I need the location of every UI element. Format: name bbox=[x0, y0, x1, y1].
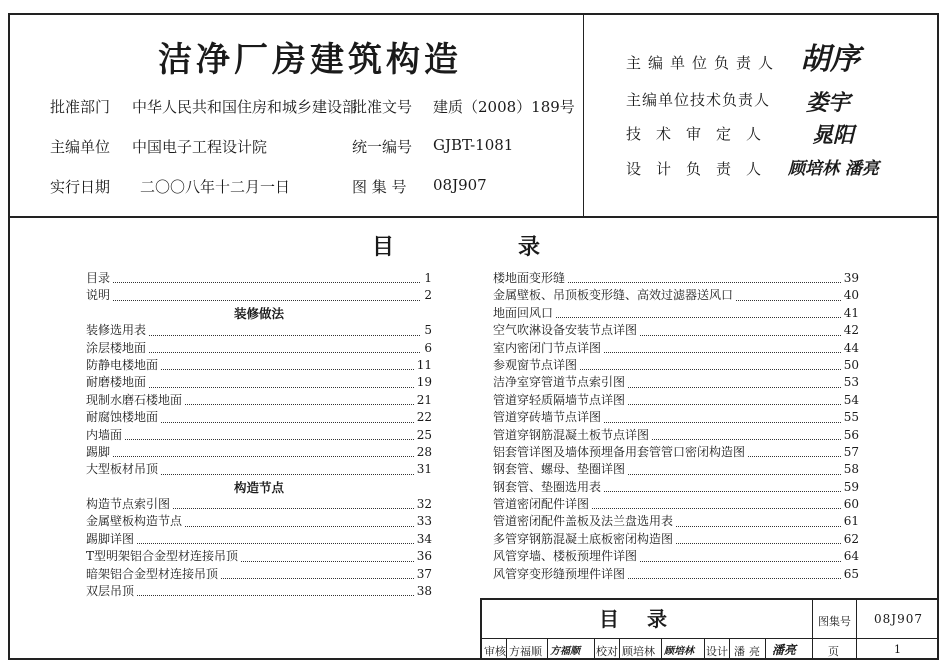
toc-entry[interactable] bbox=[86, 496, 432, 513]
unified-no-value: GJBT-1081 bbox=[433, 136, 514, 154]
toc-entry-page: 33 bbox=[414, 513, 432, 530]
title-block-divider-1 bbox=[812, 600, 813, 660]
toc-entry[interactable] bbox=[86, 427, 432, 444]
toc-entry-page: 5 bbox=[421, 322, 432, 339]
toc-entry-label: 双层吊顶 bbox=[86, 583, 136, 600]
toc-entry-label: 内墙面 bbox=[86, 427, 124, 444]
toc-entry-page: 56 bbox=[841, 427, 859, 444]
tech-reviewer-label: 技术审定人 bbox=[626, 125, 777, 143]
cell-divider bbox=[661, 638, 662, 660]
toc-entry-page: 53 bbox=[841, 374, 859, 391]
toc-entry-page: 38 bbox=[414, 583, 432, 600]
chief-unit-head-signature: 胡序 bbox=[800, 42, 860, 77]
toc-entry-label: 耐磨楼地面 bbox=[86, 374, 148, 391]
check-label: 校对 bbox=[596, 645, 618, 658]
toc-entry[interactable] bbox=[86, 461, 432, 478]
toc-entry-label: 参观窗节点详图 bbox=[493, 357, 579, 374]
toc-entry[interactable] bbox=[493, 531, 859, 548]
toc-entry[interactable] bbox=[493, 357, 859, 374]
toc-entry-label: 空气吹淋设备安装节点详图 bbox=[493, 322, 639, 339]
toc-entry-label: 大型板材吊顶 bbox=[86, 461, 160, 478]
editor-unit-label: 主编单位 bbox=[50, 138, 111, 156]
toc-leader-dots bbox=[86, 456, 432, 457]
toc-entry-label: 风管穿墙、楼板预埋件详图 bbox=[493, 548, 639, 565]
toc-entry-page: 40 bbox=[841, 287, 859, 304]
toc-entry-page: 39 bbox=[841, 270, 859, 287]
atlas-no-label: 图 集 号 bbox=[352, 178, 407, 196]
chief-unit-head-label: 主编单位负责人 bbox=[626, 54, 781, 72]
toc-entry[interactable] bbox=[86, 322, 432, 339]
unified-no-label: 统一编号 bbox=[352, 138, 413, 156]
toc-entry-page: 57 bbox=[841, 444, 859, 461]
toc-entry[interactable] bbox=[493, 548, 859, 565]
toc-entry[interactable] bbox=[86, 270, 432, 287]
toc-entry[interactable] bbox=[493, 270, 859, 287]
header-column-divider bbox=[583, 14, 584, 216]
atlas-no-value: 08J907 bbox=[433, 176, 487, 194]
approval-no-label: 批准文号 bbox=[352, 98, 413, 116]
toc-entry-page: 19 bbox=[414, 374, 432, 391]
toc-entry-label: 踢脚详图 bbox=[86, 531, 136, 548]
toc-entry-page: 37 bbox=[414, 566, 432, 583]
toc-entry[interactable] bbox=[86, 566, 432, 583]
toc-entry[interactable] bbox=[493, 461, 859, 478]
checker-name: 顾培林 bbox=[622, 645, 655, 658]
title-block-row-divider bbox=[482, 638, 939, 639]
toc-entry[interactable] bbox=[493, 427, 859, 444]
toc-entry-label: 多管穿钢筋混凝土底板密闭构造图 bbox=[493, 531, 675, 548]
approval-dept-label: 批准部门 bbox=[50, 98, 111, 116]
toc-entry-label: T型明架铝合金型材连接吊顶 bbox=[86, 548, 240, 565]
toc-entry-label: 说明 bbox=[86, 287, 112, 304]
approval-dept-value: 中华人民共和国住房和城乡建设部 bbox=[132, 98, 358, 116]
toc-entry[interactable] bbox=[86, 287, 432, 304]
toc-entry[interactable] bbox=[86, 357, 432, 374]
toc-entry[interactable] bbox=[86, 409, 432, 426]
toc-entry[interactable] bbox=[86, 548, 432, 565]
toc-entry-page: 58 bbox=[841, 461, 859, 478]
toc-entry-label: 现制水磨石楼地面 bbox=[86, 392, 184, 409]
toc-entry-page: 11 bbox=[414, 357, 432, 374]
toc-entry-label: 构造节点索引图 bbox=[86, 496, 172, 513]
toc-entry[interactable] bbox=[86, 583, 432, 600]
toc-entry-label: 涂层楼地面 bbox=[86, 340, 148, 357]
cell-divider bbox=[594, 638, 595, 660]
toc-entry-label: 暗架铝合金型材连接吊顶 bbox=[86, 566, 220, 583]
toc-entry[interactable] bbox=[86, 340, 432, 357]
toc-leader-dots bbox=[86, 439, 432, 440]
toc-entry[interactable] bbox=[86, 513, 432, 530]
toc-leader-dots bbox=[86, 543, 432, 544]
cell-divider bbox=[619, 638, 620, 660]
toc-entry[interactable] bbox=[86, 392, 432, 409]
toc-entry-label: 风管穿变形缝预埋件详图 bbox=[493, 566, 627, 583]
checker-signature: 顾培林 bbox=[664, 646, 694, 657]
toc-entry[interactable] bbox=[493, 340, 859, 357]
toc-entry-page: 64 bbox=[841, 548, 859, 565]
toc-entry[interactable] bbox=[493, 513, 859, 530]
reviewer-signature: 方福顺 bbox=[550, 646, 580, 657]
toc-title-left: 目 bbox=[372, 235, 395, 260]
toc-entry-page: 31 bbox=[414, 461, 432, 478]
toc-entry-label: 金属壁板、吊顶板变形缝、高效过滤器送风口 bbox=[493, 287, 735, 304]
toc-entry-label: 踢脚 bbox=[86, 444, 112, 461]
toc-entry-label: 铝套管详图及墙体预埋备用套管管口密闭构造图 bbox=[493, 444, 747, 461]
toc-entry-label: 防静电楼地面 bbox=[86, 357, 160, 374]
toc-entry-page: 1 bbox=[421, 270, 432, 287]
toc-entry[interactable] bbox=[493, 287, 859, 304]
toc-section-heading: 装修做法 bbox=[233, 305, 284, 321]
toc-entry-page: 2 bbox=[421, 287, 432, 304]
atlas-title: 洁净厂房建筑构造 bbox=[158, 40, 462, 80]
toc-title-right: 录 bbox=[518, 235, 541, 260]
chief-tech-head-label: 主编单位技术负责人 bbox=[626, 91, 771, 109]
toc-entry[interactable] bbox=[493, 479, 859, 496]
toc-entry[interactable] bbox=[86, 531, 432, 548]
toc-section-heading: 构造节点 bbox=[233, 479, 284, 495]
reviewer-name: 方福顺 bbox=[509, 645, 542, 658]
toc-entry-label: 目录 bbox=[86, 270, 112, 287]
title-block bbox=[480, 598, 939, 660]
chief-tech-head-signature: 娄宇 bbox=[806, 90, 851, 116]
toc-entry[interactable] bbox=[86, 444, 432, 461]
cell-divider bbox=[506, 638, 507, 660]
toc-entry-page: 44 bbox=[841, 340, 859, 357]
header-divider bbox=[8, 216, 939, 218]
design-lead-signature: 顾培林 潘亮 bbox=[788, 159, 879, 179]
toc-entry-label: 金属壁板构造节点 bbox=[86, 513, 184, 530]
toc-left-column bbox=[86, 270, 432, 600]
toc-entry[interactable] bbox=[493, 566, 859, 583]
tech-reviewer-signature: 晁阳 bbox=[812, 122, 854, 147]
toc-leader-dots bbox=[86, 595, 432, 596]
toc-entry-page: 55 bbox=[841, 409, 859, 426]
designer-signature: 潘亮 bbox=[772, 643, 797, 657]
toc-entry-page: 6 bbox=[421, 340, 432, 357]
toc-leader-dots bbox=[86, 300, 432, 301]
toc-entry-page: 54 bbox=[841, 392, 859, 409]
toc-entry-page: 22 bbox=[414, 409, 432, 426]
toc-entry-label: 钢套管、螺母、垫圈详图 bbox=[493, 461, 627, 478]
toc-entry-page: 65 bbox=[841, 566, 859, 583]
toc-entry-page: 42 bbox=[841, 322, 859, 339]
cell-divider bbox=[704, 638, 705, 660]
toc-right-column bbox=[493, 270, 859, 583]
toc-entry-label: 楼地面变形缝 bbox=[493, 270, 567, 287]
designer-name: 潘亮 bbox=[734, 645, 764, 658]
toc-entry[interactable] bbox=[493, 322, 859, 339]
toc-entry[interactable] bbox=[493, 444, 859, 461]
toc-entry[interactable] bbox=[493, 392, 859, 409]
effective-date-value: 二〇〇八年十二月一日 bbox=[140, 178, 291, 196]
design-label: 设计 bbox=[706, 645, 728, 658]
editor-unit-value: 中国电子工程设计院 bbox=[132, 138, 268, 156]
toc-entry-page: 21 bbox=[414, 392, 432, 409]
toc-entry-label: 钢套管、垫圈选用表 bbox=[493, 479, 603, 496]
toc-entry-label: 管道穿轻质隔墙节点详图 bbox=[493, 392, 627, 409]
cell-divider bbox=[729, 638, 730, 660]
title-block-title: 目录 bbox=[599, 607, 695, 631]
design-lead-label: 设计负责人 bbox=[626, 160, 777, 178]
toc-entry-label: 管道穿砖墙节点详图 bbox=[493, 409, 603, 426]
toc-leader-dots bbox=[86, 282, 432, 283]
toc-entry-page: 59 bbox=[841, 479, 859, 496]
toc-entry-label: 洁净室穿管道节点索引图 bbox=[493, 374, 627, 391]
atlas-no-cell-label: 图集号 bbox=[818, 615, 851, 628]
toc-entry-page: 34 bbox=[414, 531, 432, 548]
page-number: 1 bbox=[894, 643, 901, 656]
approval-no-value: 建质（2008）189号 bbox=[433, 98, 575, 116]
review-label: 审核 bbox=[484, 645, 506, 658]
atlas-no-cell-value: 08J907 bbox=[874, 612, 923, 626]
toc-entry-label: 管道密闭配件盖板及法兰盘选用表 bbox=[493, 513, 675, 530]
toc-entry-label: 地面回风口 bbox=[493, 305, 555, 322]
effective-date-label: 实行日期 bbox=[50, 178, 111, 196]
toc-entry-page: 36 bbox=[414, 548, 432, 565]
toc-entry[interactable] bbox=[493, 305, 859, 322]
cell-divider bbox=[765, 638, 766, 660]
toc-entry-page: 62 bbox=[841, 531, 859, 548]
toc-entry[interactable] bbox=[86, 374, 432, 391]
toc-entry-page: 61 bbox=[841, 513, 859, 530]
toc-entry-page: 28 bbox=[414, 444, 432, 461]
title-block-divider-2 bbox=[856, 600, 857, 660]
toc-entry-label: 管道穿钢筋混凝土板节点详图 bbox=[493, 427, 651, 444]
toc-entry-label: 装修选用表 bbox=[86, 322, 148, 339]
page-label: 页 bbox=[828, 645, 839, 658]
toc-entry-page: 50 bbox=[841, 357, 859, 374]
toc-entry[interactable] bbox=[493, 496, 859, 513]
toc-entry-label: 室内密闭门节点详图 bbox=[493, 340, 603, 357]
toc-entry-label: 耐腐蚀楼地面 bbox=[86, 409, 160, 426]
toc-entry-page: 32 bbox=[414, 496, 432, 513]
toc-entry-page: 25 bbox=[414, 427, 432, 444]
toc-entry-page: 41 bbox=[841, 305, 859, 322]
cell-divider bbox=[547, 638, 548, 660]
toc-entry[interactable] bbox=[493, 374, 859, 391]
toc-entry-label: 管道密闭配件详图 bbox=[493, 496, 591, 513]
toc-entry-page: 60 bbox=[841, 496, 859, 513]
toc-entry[interactable] bbox=[493, 409, 859, 426]
